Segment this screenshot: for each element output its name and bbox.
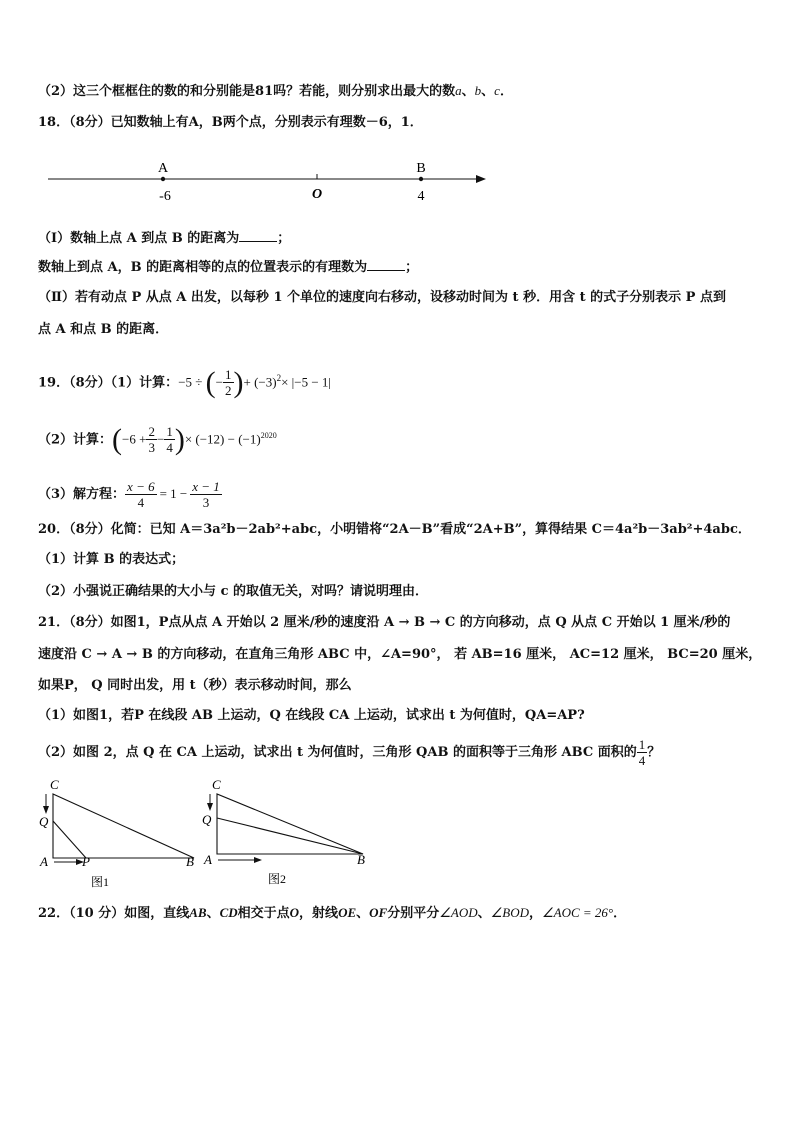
- var-c: c: [494, 83, 500, 98]
- q17-part2-text: （2）这三个框框住的数的和分别能是81吗？若能，则分别求出最大的数: [38, 84, 456, 99]
- arrow-down-icon: [43, 806, 49, 814]
- triangle-abc: [217, 794, 363, 854]
- period: ．: [499, 84, 513, 99]
- q19-part3-label: （3）解方程：: [38, 487, 126, 502]
- point-b-dot: [419, 177, 423, 181]
- tick-b-value: 4: [417, 189, 425, 204]
- separator: 、: [481, 84, 495, 99]
- q20-part2: （2）小强说正确结果的大小与 c 的取值无关，对吗？请说明理由．: [38, 584, 429, 599]
- label-c: C: [50, 777, 59, 792]
- line-ab: AB: [189, 905, 207, 920]
- label-b: B: [357, 852, 365, 867]
- point-a-dot: [161, 177, 165, 181]
- expr: −: [156, 431, 165, 447]
- ray-of: OF: [369, 905, 388, 920]
- point-a-label: A: [157, 161, 169, 176]
- point-b-label: B: [416, 161, 426, 176]
- q22-text: 相交于点: [237, 906, 290, 921]
- label-p: P: [82, 854, 90, 869]
- number-line-arrow-icon: [476, 175, 486, 183]
- separator: 、: [477, 906, 491, 921]
- q18-part1a: [38, 229, 290, 248]
- fraction: $\frac{2}{3}$: [148, 424, 155, 456]
- q20-part1: （1）计算 B 的表达式；: [38, 552, 185, 567]
- arrow-right-icon: [254, 857, 262, 863]
- q18-part1a-text: （Ⅰ）数轴上点 A 到点 B 的距离为: [38, 231, 240, 246]
- label-q: Q: [202, 812, 212, 827]
- q18-stem: 18．（8分）已知数轴上有A，B两个点，分别表示有理数－6，1．: [38, 115, 423, 130]
- minus: −: [215, 374, 223, 390]
- segment-qp: [53, 821, 86, 858]
- exponent: 2020: [260, 431, 277, 440]
- q22-text: 22．（10 分）如图，直线: [38, 906, 190, 921]
- fraction: $\frac{1}{2}$: [225, 367, 232, 399]
- number-line-figure: [40, 150, 500, 210]
- expr: × |−5 − 1|: [281, 374, 332, 390]
- segment-qb: [217, 818, 363, 854]
- q21-part2-text: （2）如图 2，点 Q 在 CA 上运动，试求出 t 为何值时，三角形 QAB 的面积等于三角形 ABC 面积的: [38, 745, 637, 760]
- q18-part2-line1: （Ⅱ）若有动点 P 从点 A 出发，以每秒 1 个单位的速度向右移动，设移动时间为 t 秒．用含 t 的式子分别表示 P 点到: [38, 290, 726, 305]
- expr: −6 +: [122, 431, 147, 447]
- q19-part2-label: （2）计算：: [38, 432, 113, 448]
- q22-stem: [38, 904, 626, 923]
- label-a: A: [204, 852, 212, 867]
- q19-part1-label: 19．（8分）（1）计算：: [38, 375, 179, 391]
- ray-oe: OE: [338, 905, 357, 920]
- expr: = 1 −: [159, 486, 188, 501]
- figure-1: [36, 776, 206, 891]
- angle-aod: ∠AOD: [439, 905, 478, 920]
- q18-part2-line2: 点 A 和点 B 的距离．: [38, 322, 169, 337]
- semicolon: ；: [405, 260, 419, 275]
- angle-bod: ∠BOD: [490, 905, 529, 920]
- q18-part1b: [38, 258, 418, 277]
- figure-2: [200, 776, 380, 891]
- q21-part1: （1）如图1，若P 在线段 AB 上运动，Q 在线段 CA 上运动，试求出 t 为何值时，QA=AP?: [38, 708, 585, 723]
- question-mark: ？: [647, 745, 661, 760]
- q17-part2-line: [38, 82, 513, 101]
- separator: 、: [461, 84, 475, 99]
- figure-2-caption: 图2: [268, 872, 287, 886]
- label-c: C: [212, 777, 221, 792]
- q21-line3: 如果P， Q 同时出发，用 t（秒）表示移动时间，那么: [38, 678, 352, 693]
- q21-part2: [38, 732, 660, 774]
- fraction: $\frac{x - 6}{4}$: [127, 479, 155, 510]
- point-o: O: [289, 905, 300, 920]
- line-cd: CD: [219, 905, 238, 920]
- q22-text: 分别平分: [387, 906, 440, 921]
- fraction: $\frac{1}{4}$: [638, 737, 646, 768]
- q19-part1: [38, 356, 331, 400]
- q18-part1b-text: 数轴上到点 A，B 的距离相等的点的位置表示的有理数为: [38, 260, 368, 275]
- answer-blank[interactable]: [239, 229, 277, 242]
- label-b: B: [186, 854, 194, 869]
- expr: −5 ÷: [178, 374, 206, 390]
- period: ．: [613, 906, 627, 921]
- semicolon: ；: [277, 231, 291, 246]
- label-q: Q: [39, 814, 49, 829]
- q19-part3: [38, 472, 222, 516]
- answer-blank[interactable]: [367, 258, 405, 271]
- tick-a-value: -6: [159, 189, 171, 204]
- expr: + (−3): [243, 374, 277, 390]
- arrow-down-icon: [207, 803, 213, 811]
- fraction: $\frac{x - 1}{3}$: [192, 479, 220, 510]
- exponent: 2: [276, 373, 282, 383]
- q20-stem: 20．（8分）化简：已知 A＝3a²b－2ab²+abc，小明错将“2A－B”看成“2A+B”，算得结果 C＝4a²b－3ab²+4abc．: [38, 522, 751, 537]
- q19-part2: [38, 414, 277, 458]
- separator: 、: [356, 906, 370, 921]
- triangle-abc: [53, 794, 194, 858]
- q21-line2: 速度沿 C → A → B 的方向移动，在直角三角形 ABC 中，∠A=90°， 若 AB=16 厘米， AC=12 厘米， BC=20 厘米，: [38, 647, 762, 662]
- var-b: b: [474, 83, 482, 98]
- var-a: a: [455, 83, 462, 98]
- separator: 、: [206, 906, 220, 921]
- q22-text: ，射线: [299, 906, 339, 921]
- figure-1-caption: 图1: [91, 875, 110, 889]
- origin-label: O: [311, 187, 323, 202]
- paren-close: ): [233, 365, 244, 399]
- fraction: $\frac{1}{4}$: [166, 424, 173, 456]
- q21-line1: 21．（8分）如图1，P点从点 A 开始以 2 厘米/秒的速度沿 A → B → C 的方向移动，点 Q 从点 C 开始以 1 厘米/秒的: [38, 615, 731, 630]
- paren-close: ): [174, 422, 185, 456]
- expr: × (−12) − (−1): [184, 431, 261, 447]
- separator: ，: [528, 906, 542, 921]
- angle-aoc: ∠AOC = 26°: [542, 905, 614, 920]
- paren-open: (: [112, 422, 123, 456]
- label-a: A: [40, 854, 48, 869]
- paren-open: (: [205, 365, 216, 399]
